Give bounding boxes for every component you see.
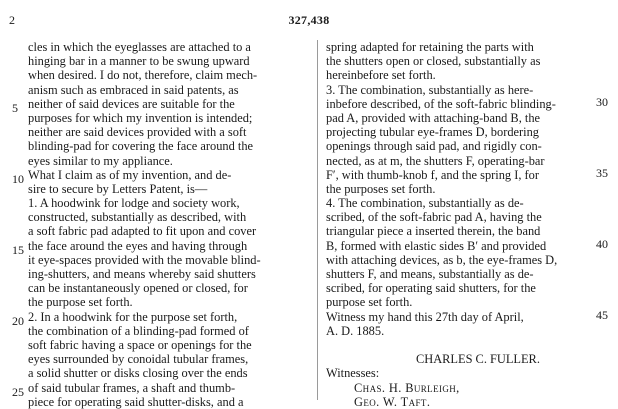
text-line: when desired. I do not, therefore, claim mech- [28, 68, 258, 83]
text-line: the shutters open or closed, substantially as [326, 54, 541, 69]
text-line: piece for operating said shutter-disks, and a [28, 394, 244, 409]
text-line: hinging bar in a manner to be swung upward [28, 54, 250, 69]
text-line: the purposes set forth. [326, 181, 436, 196]
text-line: spring adapted for retaining the parts with [326, 40, 534, 54]
line-number: 45 [596, 308, 608, 322]
text-line: F′, with thumb-knob f, and the spring I, for [326, 167, 539, 182]
text-line: sire to secure by Letters Patent, is— [28, 181, 208, 196]
line-number: 5 [12, 101, 18, 115]
text-line: anism such as embraced in said patents, as [28, 82, 239, 97]
text-line: eyes surrounded by conoidal tubular frames, [28, 352, 249, 367]
text-line: projecting tubular eye-frames D, bordering [326, 125, 539, 140]
line-number: 40 [596, 237, 608, 251]
text-line: the face around the eyes and having through [28, 238, 248, 253]
text-line: ing-shutters, and means whereby said shutters [28, 267, 256, 281]
text-line: shutters F, and means, substantially as de- [326, 267, 534, 281]
text-line: scribed, of the soft-fabric pad A, having the [326, 210, 542, 225]
text-line: 3. The combination, substantially as here- [326, 82, 534, 97]
text-line: the purpose set forth. [28, 295, 133, 310]
text-line: a solid shutter or disks closing over the ends [28, 366, 248, 381]
witness-name: Chas. H. Burleigh, [354, 380, 460, 395]
text-line: 2. In a hoodwink for the purpose set forth, [28, 309, 238, 324]
text-line: nected, as at m, the shutters F, operating-bar [326, 153, 545, 168]
text-line: openings through said pad, and rigidly con- [326, 139, 542, 154]
text-line: neither are said devices provided with a soft [28, 125, 247, 140]
text-line: it eye-spaces provided with the movable blind- [28, 252, 261, 267]
text-line: purposes for which my invention is intended; [28, 110, 253, 125]
left-column [28, 40, 313, 409]
witness-name: Geo. W. Taft. [354, 394, 431, 409]
text-line: hereinbefore set forth. [326, 68, 436, 83]
text-line: triangular piece a inserted therein, the band [326, 224, 541, 239]
line-number: 20 [12, 314, 24, 328]
text-line: pad A, provided with attaching-band B, the [326, 110, 541, 125]
text-line: constructed, substantially as described, with [28, 210, 247, 225]
text-line: can be instantaneously opened or closed, for [28, 281, 248, 296]
text-line: neither of said devices are suitable for the [28, 96, 235, 111]
text-line: Witness my hand this 27th day of April, [326, 309, 524, 324]
text-line: cles in which the eyeglasses are attached to a [28, 40, 251, 54]
text-line: What I claim as of my invention, and de- [28, 167, 232, 182]
right-column [326, 40, 611, 409]
line-number: 10 [12, 172, 24, 186]
line-number: 35 [596, 166, 608, 180]
text-line: 1. A hoodwink for lodge and society work, [28, 196, 240, 211]
text-line: a soft fabric pad adapted to fit upon and cover [28, 224, 257, 239]
inventor-signature: CHARLES C. FULLER. [416, 352, 540, 367]
text-line: with attaching devices, as b, the eye-frames D, [326, 252, 558, 267]
text-line: 4. The combination, substantially as de- [326, 196, 524, 211]
text-line: purpose set forth. [326, 295, 413, 310]
patent-number: 327,438 [288, 13, 330, 27]
line-number: 15 [12, 243, 24, 257]
column-divider [317, 40, 318, 400]
text-line: inbefore described, of the soft-fabric blinding- [326, 96, 556, 111]
line-number: 30 [596, 95, 608, 109]
text-line: of said tubular frames, a shaft and thumb- [28, 380, 236, 395]
text-line: eyes similar to my appliance. [28, 153, 173, 168]
line-number: 25 [12, 385, 24, 399]
page-number: 2 [9, 13, 15, 27]
witnesses-label: Witnesses: [326, 366, 380, 381]
text-line: blinding-pad for covering the face around the [28, 139, 254, 154]
text-line: the combination of a blinding-pad formed of [28, 323, 249, 338]
text-line: soft fabric having a space or openings for the [28, 337, 252, 352]
text-line: scribed, for operating said shutters, for the [326, 281, 536, 296]
text-line: B, formed with elastic sides B′ and provided [326, 238, 547, 253]
text-line: A. D. 1885. [326, 323, 385, 338]
spacer-line [326, 338, 611, 352]
